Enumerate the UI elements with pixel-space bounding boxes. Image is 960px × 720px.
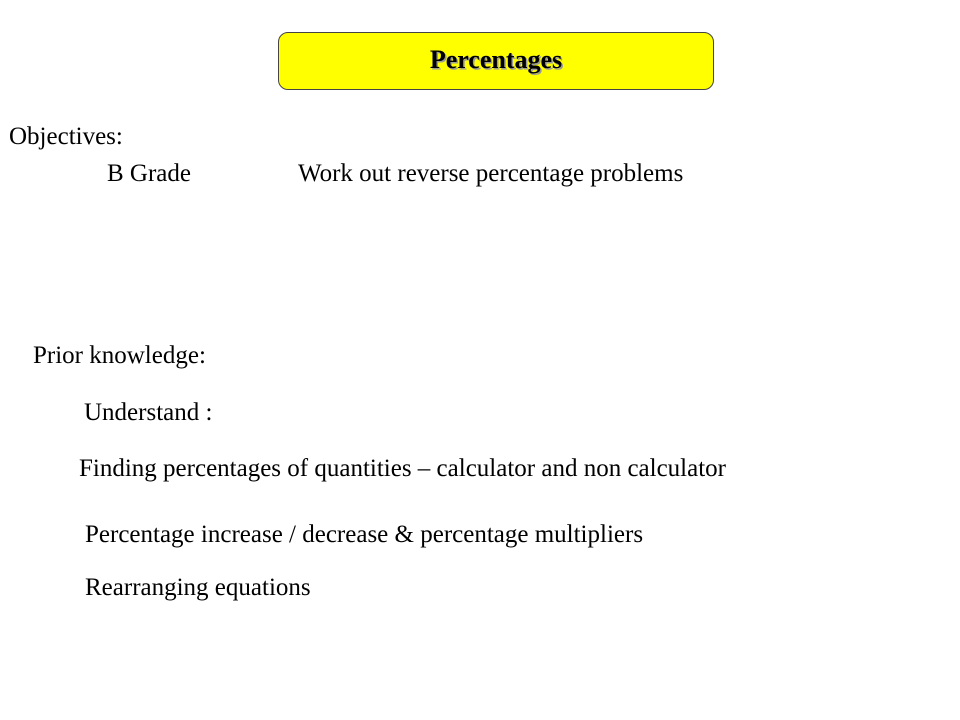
understand-label: Understand :: [84, 399, 213, 426]
prior-knowledge-item: Percentage increase / decrease & percentage multipliers: [85, 521, 644, 548]
grade-label: B Grade: [107, 160, 191, 187]
prior-knowledge-item: Finding percentages of quantities – calculator and non calculator: [79, 455, 726, 482]
objectives-label: Objectives:: [9, 123, 123, 150]
prior-knowledge-label: Prior knowledge:: [33, 342, 206, 369]
slide-title: Percentages: [429, 45, 563, 74]
title-banner: [278, 32, 714, 90]
prior-knowledge-item: Rearranging equations: [85, 574, 311, 601]
objective-text: Work out reverse percentage problems: [298, 160, 684, 187]
